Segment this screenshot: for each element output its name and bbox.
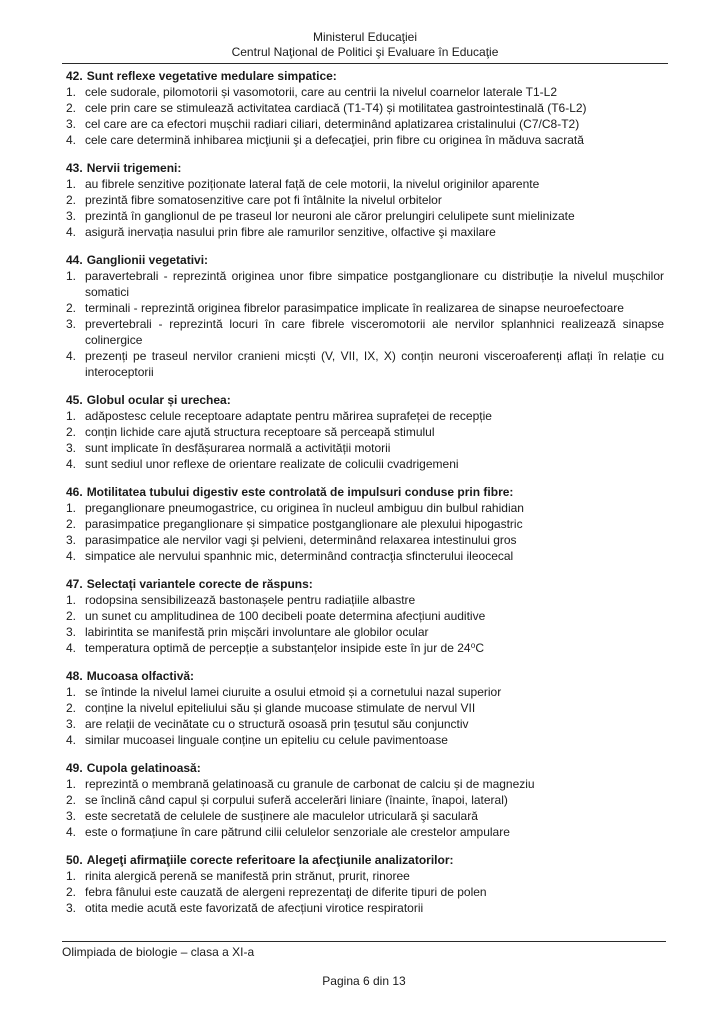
question-text: Alegeţi afirmaţiile corecte referitoare la afecţiunile analizatorilor: bbox=[86, 853, 454, 867]
option-text: este o formațiune în care pătrund cilii celulelor senzoriale ale crestelor ampulare bbox=[85, 825, 510, 839]
option-number: 1. bbox=[66, 593, 77, 607]
answer-option bbox=[66, 808, 664, 824]
option-number: 4. bbox=[66, 349, 77, 363]
answer-option bbox=[66, 684, 664, 700]
option-text: otita medie acută este favorizată de afecțiuni virotice respiratorii bbox=[85, 901, 424, 915]
option-text: parasimpatice preganglionare și simpatice postganglionare ale plexului hipogastric bbox=[85, 517, 523, 531]
footer-exam-title: Olimpiada de biologie – clasa a XI-a bbox=[62, 945, 255, 959]
answer-option bbox=[66, 824, 664, 840]
question-number: 42. bbox=[66, 69, 83, 83]
question-text: Nervii trigemeni: bbox=[86, 161, 182, 175]
option-number: 2. bbox=[66, 609, 77, 623]
option-number: 2. bbox=[66, 101, 77, 115]
question-block-46 bbox=[66, 484, 664, 564]
footer-divider bbox=[62, 941, 666, 942]
answer-option bbox=[66, 884, 664, 900]
question-number: 49. bbox=[66, 761, 83, 775]
option-number: 2. bbox=[66, 793, 77, 807]
option-number: 2. bbox=[66, 425, 77, 439]
option-number: 4. bbox=[66, 457, 77, 471]
header-divider bbox=[62, 63, 668, 64]
question-text: Cupola gelatinoasă: bbox=[86, 761, 201, 775]
question-title bbox=[66, 252, 664, 268]
option-text: asigură inervația nasului prin fibre ale ramurilor senzitive, olfactive şi maxilare bbox=[85, 225, 496, 239]
question-title bbox=[66, 852, 664, 868]
question-number: 50. bbox=[66, 853, 83, 867]
option-text: se întinde la nivelul lamei ciuruite a osului etmoid și a cornetului nazal superior bbox=[85, 685, 502, 699]
question-text: Selectați variantele corecte de răspuns: bbox=[86, 577, 313, 591]
option-text: au fibrele senzitive poziționate lateral față de cele motorii, la nivelul originilor aparente bbox=[85, 177, 540, 191]
option-number: 1. bbox=[66, 269, 77, 283]
option-number: 3. bbox=[66, 809, 77, 823]
option-number: 3. bbox=[66, 117, 77, 131]
option-number: 2. bbox=[66, 701, 77, 715]
answer-option bbox=[66, 792, 664, 808]
option-number: 1. bbox=[66, 177, 77, 191]
option-number: 4. bbox=[66, 641, 77, 655]
answer-option bbox=[66, 592, 664, 608]
option-text: este secretată de celulele de susținere ale maculelor utriculară şi saculară bbox=[85, 809, 478, 823]
option-text: are relații de vecinătate cu o structură osoasă prin țesutul său conjunctiv bbox=[85, 717, 469, 731]
answer-option bbox=[66, 208, 664, 224]
option-text: preganglionare pneumogastrice, cu originea în nucleul ambiguu din bulbul rahidian bbox=[85, 501, 524, 515]
option-text: prezenți pe traseul nervilor cranieni micști (V, VII, IX, X) conțin neuroni visceroaferenți aflați în relație cu interoceptorii bbox=[85, 349, 664, 379]
answer-option bbox=[66, 716, 664, 732]
question-title bbox=[66, 160, 664, 176]
option-number: 4. bbox=[66, 549, 77, 563]
option-text: terminali - reprezintă originea fibrelor parasimpatice implicate în realizarea de sinapse neuroefectoare bbox=[85, 301, 624, 315]
answer-option bbox=[66, 408, 664, 424]
option-number: 2. bbox=[66, 517, 77, 531]
option-number: 2. bbox=[66, 193, 77, 207]
option-number: 1. bbox=[66, 685, 77, 699]
answer-option bbox=[66, 548, 664, 564]
question-text: Mucoasa olfactivă: bbox=[86, 669, 195, 683]
answer-option bbox=[66, 316, 664, 348]
answer-option bbox=[66, 776, 664, 792]
page-number: Pagina 6 din 13 bbox=[322, 974, 406, 988]
option-text: temperatura optimă de percepție a substanțelor insipide este în jur de 24⁰C bbox=[85, 641, 485, 655]
option-text: cele prin care se stimulează activitatea cardiacă (T1-T4) și motilitatea gastrointestinală (T6-L2) bbox=[85, 101, 587, 115]
institution-line: Centrul Naţional de Politici şi Evaluare în Educaţie bbox=[231, 45, 499, 59]
question-number: 47. bbox=[66, 577, 83, 591]
question-block-43 bbox=[66, 160, 664, 240]
answer-option bbox=[66, 732, 664, 748]
question-block-42 bbox=[66, 68, 664, 148]
question-text: Globul ocular și urechea: bbox=[86, 393, 231, 407]
option-text: prezintă în ganglionul de pe traseul lor neuroni ale căror prelungiri celulipete sunt mielinizate bbox=[85, 209, 575, 223]
question-block-45 bbox=[66, 392, 664, 472]
option-text: rinita alergică perenă se manifestă prin strănut, prurit, rinoree bbox=[85, 869, 410, 883]
question-title bbox=[66, 576, 664, 592]
answer-option bbox=[66, 132, 664, 148]
question-text: Motilitatea tubului digestiv este controlată de impulsuri conduse prin fibre: bbox=[86, 485, 514, 499]
option-text: parasimpatice ale nervilor vagi şi pelvieni, determinând relaxarea intestinului gros bbox=[85, 533, 517, 547]
page-header bbox=[66, 30, 664, 60]
option-text: prezintă fibre somatosenzitive care pot fi întâlnite la nivelul orbitelor bbox=[85, 193, 442, 207]
answer-option bbox=[66, 84, 664, 100]
option-text: sunt sediul unor reflexe de orientare realizate de coliculii cvadrigemeni bbox=[85, 457, 459, 471]
answer-option bbox=[66, 440, 664, 456]
answer-option bbox=[66, 348, 664, 380]
option-text: cel care are ca efectori mușchii radiari ciliari, determinând aplatizarea cristalinului (C7/C8-T2) bbox=[85, 117, 580, 131]
option-text: cele sudorale, pilomotorii și vasomotorii, care au centrii la nivelul coarnelor laterale T1-L2 bbox=[85, 85, 558, 99]
question-number: 43. bbox=[66, 161, 83, 175]
question-block-50 bbox=[66, 852, 664, 916]
option-text: simpatice ale nervului spanhnic mic, determinând contracţia sfincterului ileocecal bbox=[85, 549, 514, 563]
page-footer bbox=[62, 941, 666, 989]
answer-option bbox=[66, 516, 664, 532]
option-text: febra fânului este cauzată de alergeni reprezentaţi de diferite tipuri de polen bbox=[85, 885, 487, 899]
option-text: un sunet cu amplitudinea de 100 decibeli poate determina afecțiuni auditive bbox=[85, 609, 486, 623]
option-number: 1. bbox=[66, 777, 77, 791]
question-number: 45. bbox=[66, 393, 83, 407]
question-title bbox=[66, 668, 664, 684]
option-number: 1. bbox=[66, 869, 77, 883]
option-number: 3. bbox=[66, 901, 77, 915]
answer-option bbox=[66, 116, 664, 132]
question-title bbox=[66, 392, 664, 408]
option-number: 4. bbox=[66, 825, 77, 839]
answer-option bbox=[66, 300, 664, 316]
answer-option bbox=[66, 608, 664, 624]
option-text: cele care determină inhibarea micţiunii şi a defecaţiei, prin fibre cu originea în măduva sacrată bbox=[85, 133, 584, 147]
question-text: Ganglionii vegetativi: bbox=[86, 253, 209, 267]
ministry-line: Ministerul Educaţiei bbox=[312, 30, 418, 44]
option-number: 4. bbox=[66, 733, 77, 747]
option-number: 3. bbox=[66, 625, 77, 639]
option-text: labirintita se manifestă prin mișcări involuntare ale globilor ocular bbox=[85, 625, 429, 639]
option-number: 4. bbox=[66, 225, 77, 239]
option-text: similar mucoasei linguale conține un epiteliu cu celule pavimentoase bbox=[85, 733, 448, 747]
option-text: prevertebrali - reprezintă locuri în care fibrele visceromotorii ale nervilor splanhnici realizează sinapse colinergice bbox=[85, 317, 664, 347]
option-number: 3. bbox=[66, 533, 77, 547]
option-number: 2. bbox=[66, 885, 77, 899]
question-block-44 bbox=[66, 252, 664, 380]
question-number: 44. bbox=[66, 253, 83, 267]
answer-option bbox=[66, 640, 664, 656]
option-text: paravertebrali - reprezintă originea unor fibre simpatice postganglionare cu distribuție la nivelul mușchilor somatici bbox=[85, 269, 664, 299]
option-number: 3. bbox=[66, 209, 77, 223]
option-number: 1. bbox=[66, 85, 77, 99]
answer-option bbox=[66, 224, 664, 240]
answer-option bbox=[66, 456, 664, 472]
option-number: 3. bbox=[66, 441, 77, 455]
option-text: adăpostesc celule receptoare adaptate pentru mărirea suprafeței de recepție bbox=[85, 409, 492, 423]
question-number: 46. bbox=[66, 485, 83, 499]
option-text: rodopsina sensibilizează bastonașele pentru radiațiile albastre bbox=[85, 593, 416, 607]
answer-option bbox=[66, 900, 664, 916]
answer-option bbox=[66, 192, 664, 208]
answer-option bbox=[66, 624, 664, 640]
answer-option bbox=[66, 268, 664, 300]
question-title bbox=[66, 68, 664, 84]
option-number: 2. bbox=[66, 301, 77, 315]
answer-option bbox=[66, 500, 664, 516]
option-text: reprezintă o membrană gelatinoasă cu granule de carbonat de calciu și de magneziu bbox=[85, 777, 535, 791]
answer-option bbox=[66, 100, 664, 116]
option-number: 3. bbox=[66, 717, 77, 731]
option-number: 3. bbox=[66, 317, 77, 331]
option-number: 1. bbox=[66, 501, 77, 515]
option-text: conțin lichide care ajută structura receptoare să perceapă stimulul bbox=[85, 425, 435, 439]
answer-option bbox=[66, 700, 664, 716]
question-block-47 bbox=[66, 576, 664, 656]
option-text: sunt implicate în desfășurarea normală a activității motorii bbox=[85, 441, 391, 455]
option-text: conține la nivelul epiteliului său și glande mucoase stimulate de nervul VII bbox=[85, 701, 476, 715]
option-number: 1. bbox=[66, 409, 77, 423]
answer-option bbox=[66, 532, 664, 548]
answer-option bbox=[66, 176, 664, 192]
question-title bbox=[66, 484, 664, 500]
option-number: 4. bbox=[66, 133, 77, 147]
answer-option bbox=[66, 868, 664, 884]
question-text: Sunt reflexe vegetative medulare simpatice: bbox=[86, 69, 337, 83]
option-text: se înclină când capul și corpului suferă accelerări liniare (înainte, înapoi, lateral) bbox=[85, 793, 508, 807]
question-block-48 bbox=[66, 668, 664, 748]
question-block-49 bbox=[66, 760, 664, 840]
question-title bbox=[66, 760, 664, 776]
question-number: 48. bbox=[66, 669, 83, 683]
answer-option bbox=[66, 424, 664, 440]
